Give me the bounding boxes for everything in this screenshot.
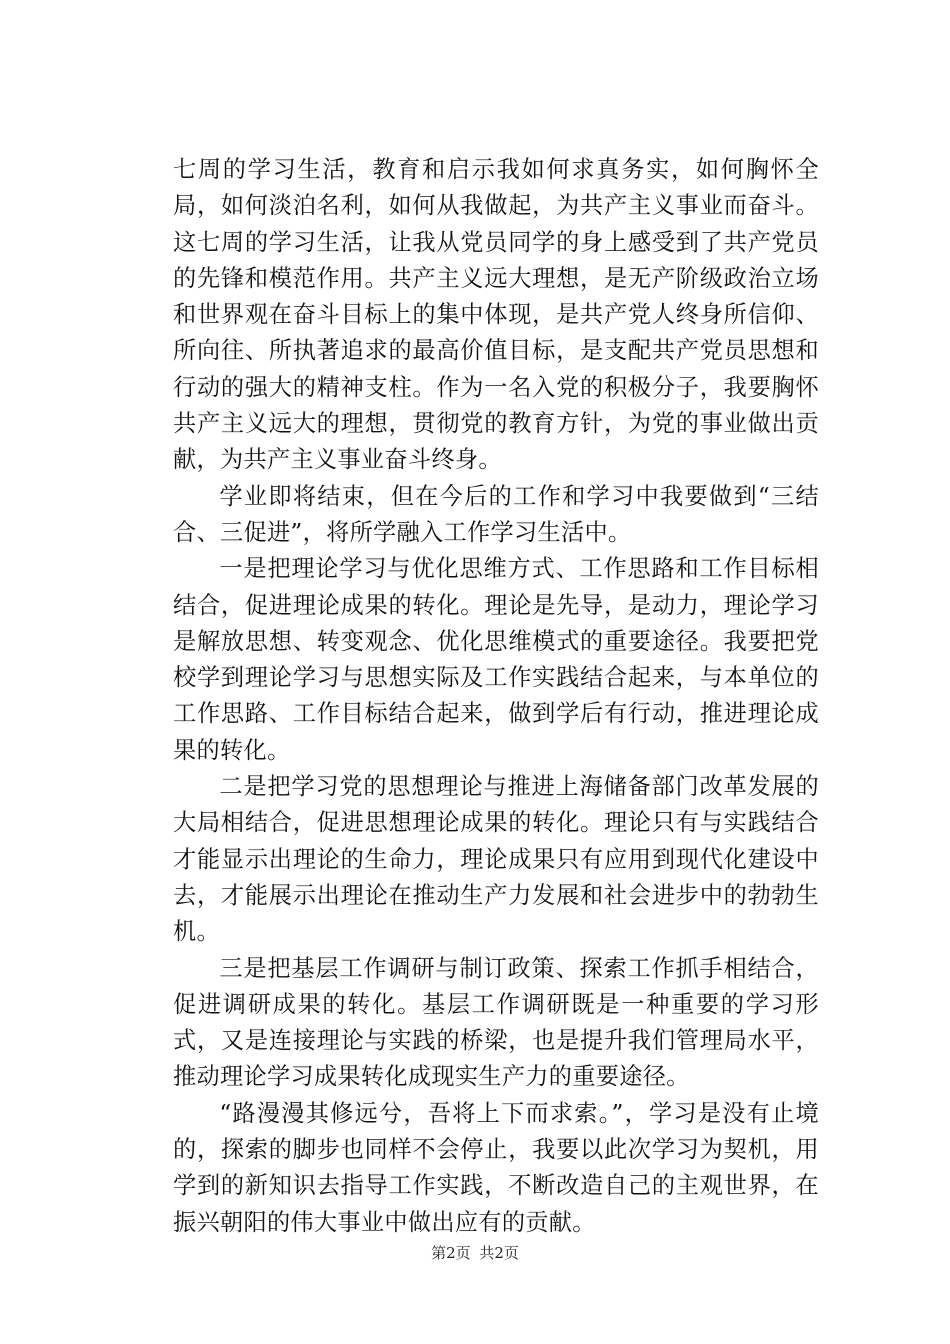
page-total: 共2页 [479, 1244, 519, 1262]
paragraph-2: 学业即将结束，但在今后的工作和学习中我要做到“三结合、三促进”，将所学融入工作学习生活中。 [173, 482, 819, 546]
document-body [173, 152, 819, 1241]
paragraph-5: 三是把基层工作调研与制订政策、探索工作抓手相结合，促进调研成果的转化。基层工作调研既是一种重要的学习形式，又是连接理论与实践的桥梁，也是提升我们管理局水平，推动理论学习成果转化成现实生产力的重要途径。 [173, 954, 819, 1091]
paragraph-6: “路漫漫其修远兮，吾将上下而求索。”，学习是没有止境的，探索的脚步也同样不会停止，我要以此次学习为契机，用学到的新知识去指导工作实践，不断改造自己的主观世界，在振兴朝阳的伟大事业中做出应有的贡献。 [173, 1099, 819, 1236]
paragraph-1: 七周的学习生活，教育和启示我如何求真务实，如何胸怀全局，如何淡泊名利，如何从我做起，为共产主义事业而奋斗。这七周的学习生活，让我从党员同学的身上感受到了共产党员的先锋和模范作用。共产主义远大理想，是无产阶级政治立场和世界观在奋斗目标上的集中体现，是共产党人终身所信仰、所向往、所执著追求的最高价值目标，是支配共产党员思想和行动的强大的精神支柱。作为一名入党的积极分子，我要胸怀共产主义远大的理想，贯彻党的教育方针，为党的事业做出贡献，为共产主义事业奋斗终身。 [173, 156, 819, 474]
page-footer [0, 1243, 950, 1263]
page-number: 第2页 [431, 1244, 471, 1262]
paragraph-3: 一是把理论学习与优化思维方式、工作思路和工作目标相结合，促进理论成果的转化。理论是先导，是动力，理论学习是解放思想、转变观念、优化思维模式的重要途径。我要把党校学到理论学习与思想实际及工作实践结合起来，与本单位的工作思路、工作目标结合起来，做到学后有行动，推进理论成果的转化。 [173, 555, 819, 764]
paragraph-4: 二是把学习党的思想理论与推进上海储备部门改革发展的大局相结合，促进思想理论成果的转化。理论只有与实践结合才能显示出理论的生命力，理论成果只有应用到现代化建设中去，才能展示出理论在推动生产力发展和社会进步中的勃勃生机。 [173, 773, 819, 946]
